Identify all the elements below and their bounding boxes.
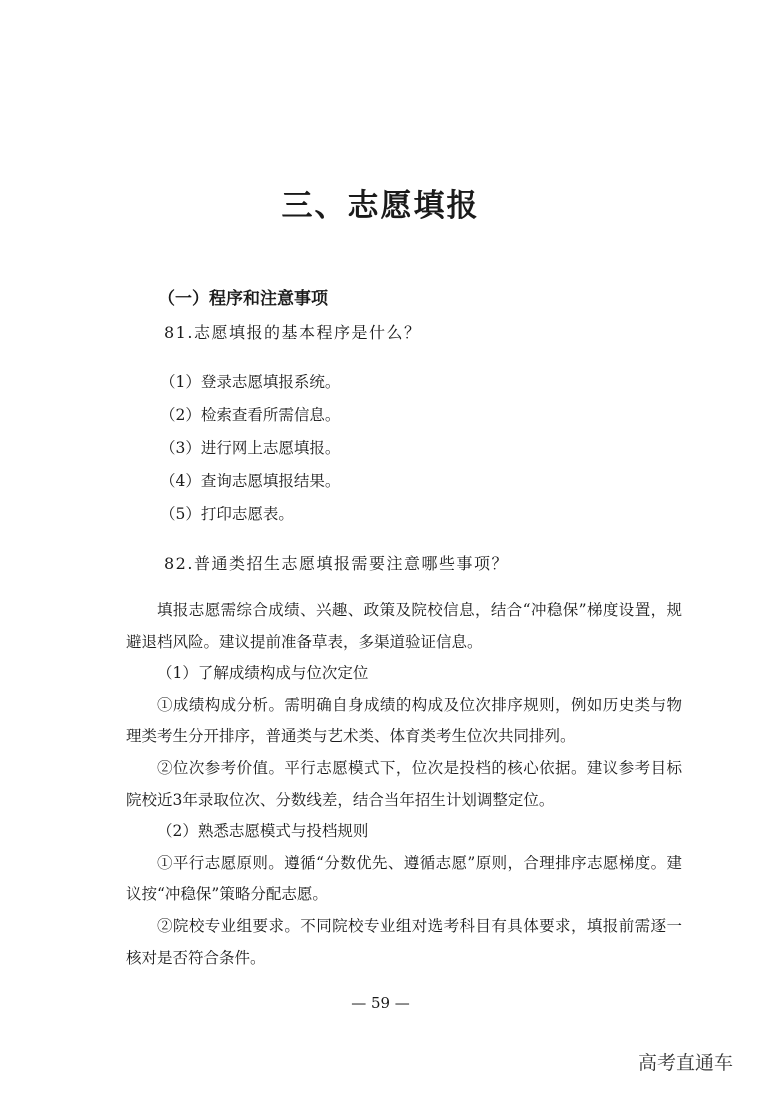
step-item: （3）进行网上志愿填报。	[160, 439, 341, 457]
paragraph-major-group: ②院校专业组要求。不同院校专业组对选考科目有具体要求，填报前需逐一核对是否符合条件。	[126, 916, 682, 967]
answer-body	[126, 595, 682, 974]
page-number: — 59 —	[351, 994, 410, 1012]
chapter-title: 三、志愿填报	[281, 188, 480, 224]
step-item: （5）打印志愿表。	[160, 505, 294, 523]
question-82: 82.普通类招生志愿填报需要注意哪些事项？	[164, 554, 509, 573]
paragraph-score-analysis: ①成绩构成分析。需明确自身成绩的构成及位次排序规则，例如历史类与物理类考生分开排序，普通类与艺术类、体育类考生位次共同排列。	[126, 695, 682, 746]
step-item: （2）检索查看所需信息。	[160, 406, 341, 424]
section-heading: （一）程序和注意事项	[158, 289, 328, 309]
intro-paragraph: 填报志愿需综合成绩、兴趣、政策及院校信息，结合“冲稳保”梯度设置，规避退档风险。建议提前准备草表，多渠道验证信息。	[126, 601, 682, 651]
step-item: （1）登录志愿填报系统。	[160, 373, 341, 391]
watermark: 高考直通车	[637, 1052, 733, 1074]
question-81: 81.志愿填报的基本程序是什么？	[164, 323, 422, 342]
paragraph-parallel-principle: ①平行志愿原则。遵循“分数优先、遵循志愿”原则，合理排序志愿梯度。建议按“冲稳保”策略分配志愿。	[126, 853, 682, 904]
subheading-score-position: （1）了解成绩构成与位次定位	[157, 664, 369, 683]
subheading-volunteer-mode: （2）熟悉志愿模式与投档规则	[157, 822, 369, 841]
step-item: （4）查询志愿填报结果。	[160, 472, 341, 490]
paragraph-position-value: ②位次参考价值。平行志愿模式下，位次是投档的核心依据。建议参考目标院校近3年录取位次、分数线差，结合当年招生计划调整定位。	[126, 758, 682, 809]
